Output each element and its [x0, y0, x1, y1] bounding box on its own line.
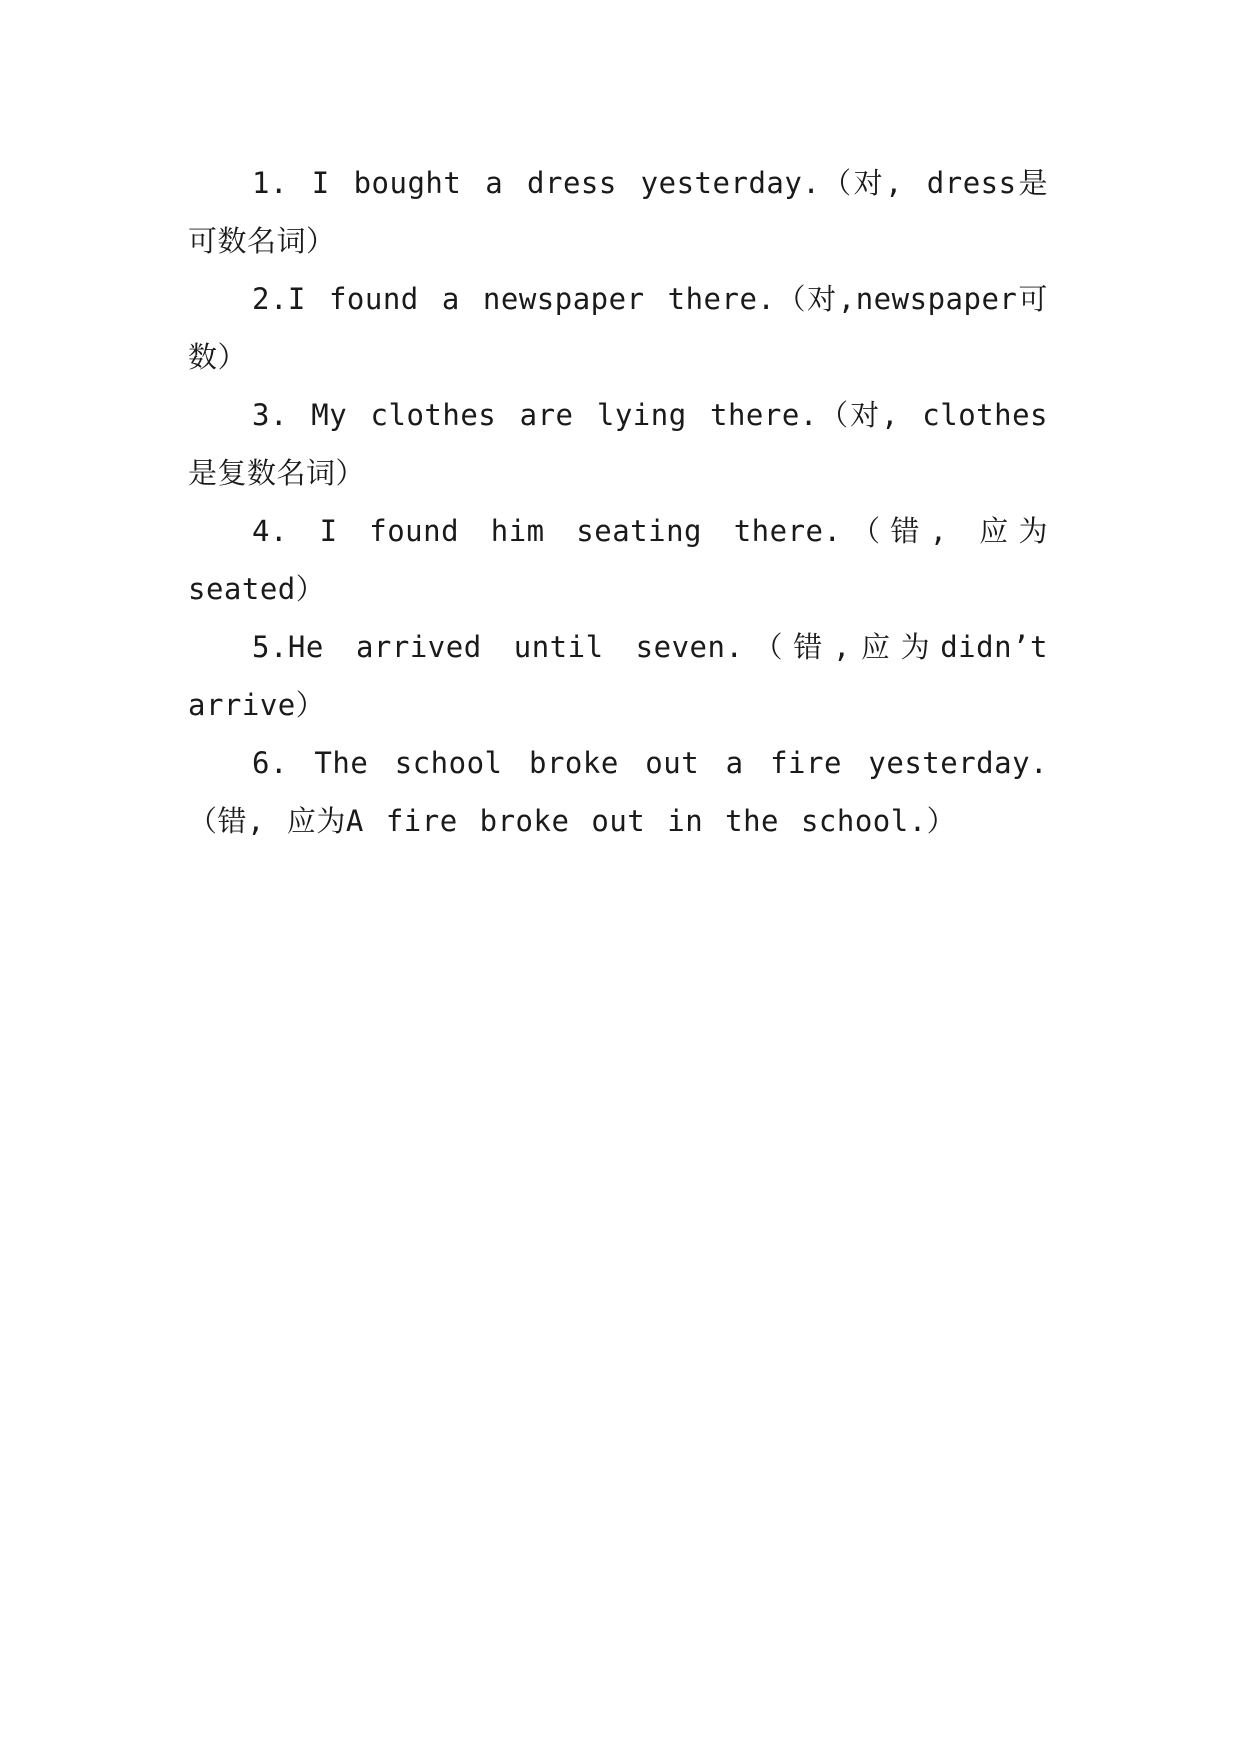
answer-item-1: 1. I bought a dress yesterday.（对, dress是可数名词） [188, 166, 1048, 258]
answer-list [188, 154, 1048, 850]
answer-item-2: 2.I found a newspaper there.（对,newspaper可数） [188, 282, 1048, 374]
answer-item-3: 3. My clothes are lying there.（对, clothes是复数名词） [188, 398, 1048, 490]
answer-item-4: 4. I found him seating there.（错, 应为seated） [188, 514, 1048, 606]
answer-item-5: 5.He arrived until seven.（错,应为didn’t arrive） [188, 630, 1048, 722]
answer-item-6: 6. The school broke out a fire yesterday.（错, 应为A fire broke out in the school.） [188, 746, 1048, 838]
